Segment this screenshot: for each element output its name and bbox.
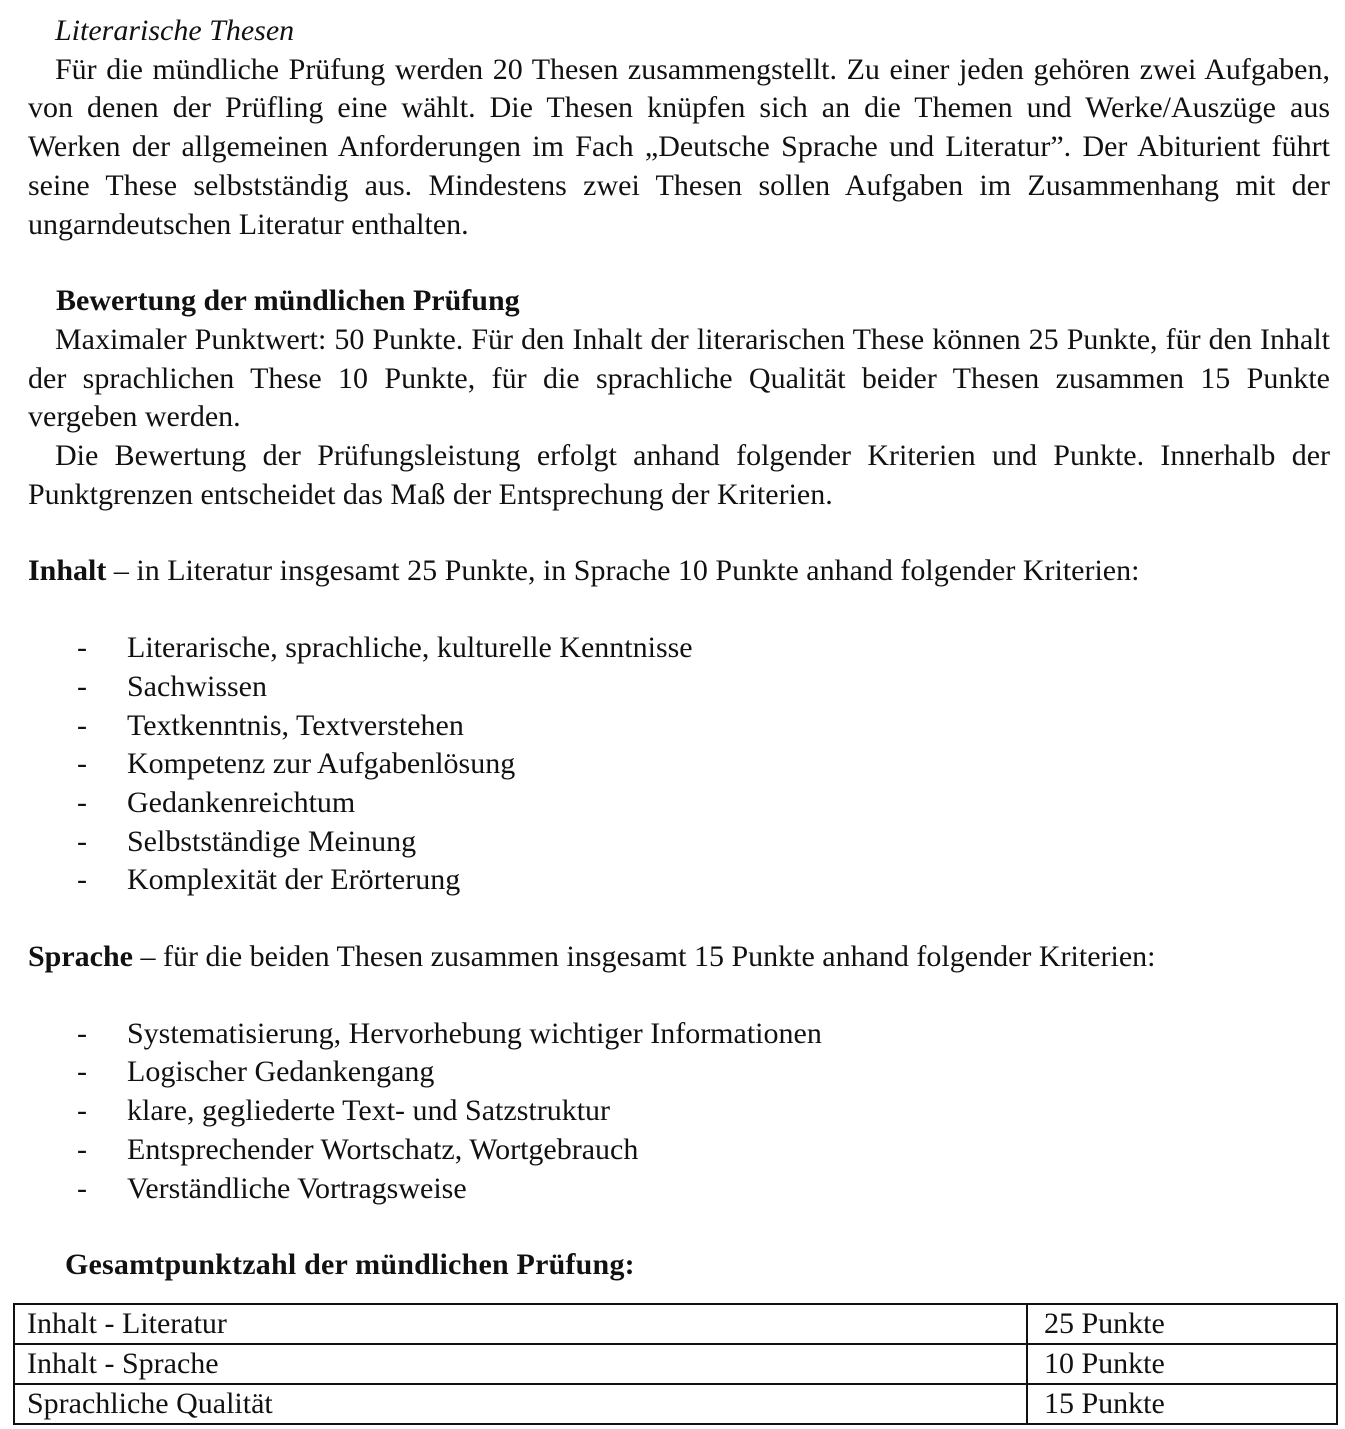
list-item-text: Kompetenz zur Aufgabenlösung: [127, 747, 516, 781]
table-row: [14, 1344, 1337, 1384]
list-item: [28, 629, 1330, 668]
list-item: [28, 1092, 1330, 1131]
list-item-text: Literarische, sprachliche, kulturelle Kenntnisse: [127, 631, 693, 665]
table-cell-points: 10 Punkte: [1027, 1344, 1337, 1384]
list-item: [28, 823, 1330, 862]
bullet-dash: -: [77, 631, 87, 665]
list-item-text: Komplexität der Erörterung: [127, 863, 461, 897]
table-cell-points: 15 Punkte: [1027, 1384, 1337, 1424]
spacer: [28, 514, 1330, 552]
spacer: [28, 1208, 1330, 1246]
document-page: [28, 12, 1330, 1285]
list-item: [28, 861, 1330, 900]
intro-paragraph: Für die mündliche Prüfung werden 20 Thesen zusammengstellt. Zu einer jeden gehören zwei Aufgaben, von denen der Prüfling eine wählt. Die Thesen knüpfen sich an die Themen und Werke/Auszüge aus Werken der allgemeinen Anforderungen im Fach „Deutsche Sprache und Literatur”. Der Abiturient führt seine These selbstständig aus. Mindestens zwei Thesen sollen Aufgaben im Zusammenhang mit der ungarndeutschen Literatur enthalten.: [28, 52, 1330, 241]
bullet-dash: -: [77, 785, 87, 819]
section-subheading: Literarische Thesen: [55, 14, 295, 47]
bullet-dash: -: [77, 824, 87, 858]
bullet-dash: -: [77, 863, 87, 897]
table-cell-label: Inhalt - Sprache: [14, 1344, 1027, 1384]
content-criteria-intro: [28, 552, 1330, 591]
evaluation-paragraph-1: Maximaler Punktwert: 50 Punkte. Für den Inhalt der literarischen These können 25 Punkte, für den Inhalt der sprachlichen These 10 Punkte, für die sprachliche Qualität beider Thesen zusammen 15 Punkte vergeben werden.: [28, 322, 1330, 434]
language-criteria-text: – für die beiden Thesen zusammen insgesamt 15 Punkte anhand folgender Kriterien:: [133, 940, 1156, 974]
list-item: [28, 1015, 1330, 1054]
list-item-text: Sachwissen: [127, 669, 267, 703]
list-item: [28, 1131, 1330, 1170]
list-item-text: Entsprechender Wortschatz, Wortgebrauch: [127, 1132, 639, 1166]
table-cell-points: 25 Punkte: [1027, 1304, 1337, 1344]
list-item-text: Logischer Gedankengang: [127, 1055, 435, 1089]
table-cell-label: Inhalt - Literatur: [14, 1304, 1027, 1344]
language-criteria-intro: [28, 938, 1330, 977]
list-item-text: Systematisierung, Hervorhebung wichtiger Informationen: [127, 1016, 822, 1050]
language-label: Sprache: [28, 940, 133, 974]
spacer: [28, 591, 1330, 629]
content-criteria-text: – in Literatur insgesamt 25 Punkte, in Sprache 10 Punkte anhand folgender Kriterien:: [106, 554, 1140, 588]
list-item-text: Selbstständige Meinung: [127, 824, 417, 858]
evaluation-paragraph-2: Die Bewertung der Prüfungsleistung erfolgt anhand folgender Kriterien und Punkte. Innerhalb der Punktgrenzen entscheidet das Maß der Entsprechung der Kriterien.: [28, 439, 1330, 511]
list-item: [28, 668, 1330, 707]
score-table: [13, 1303, 1338, 1425]
bullet-dash: -: [77, 747, 87, 781]
bullet-dash: -: [77, 1016, 87, 1050]
evaluation-heading: Bewertung der mündlichen Prüfung: [56, 284, 520, 318]
table-row: [14, 1384, 1337, 1424]
spacer: [28, 900, 1330, 938]
total-score-heading: Gesamtpunktzahl der mündlichen Prüfung:: [65, 1248, 635, 1282]
list-item: [28, 1170, 1330, 1209]
list-item-text: Gedankenreichtum: [127, 785, 356, 819]
bullet-dash: -: [77, 708, 87, 742]
language-criteria-list: [28, 1015, 1330, 1209]
bullet-dash: -: [77, 1094, 87, 1128]
list-item: [28, 745, 1330, 784]
bullet-dash: -: [77, 1132, 87, 1166]
bullet-dash: -: [77, 669, 87, 703]
list-item-text: Verständliche Vortragsweise: [127, 1171, 467, 1205]
content-criteria-list: [28, 629, 1330, 900]
list-item: [28, 707, 1330, 746]
list-item: [28, 784, 1330, 823]
list-item-text: Textkenntnis, Textverstehen: [127, 708, 464, 742]
content-label: Inhalt: [28, 554, 107, 588]
table-row: [14, 1304, 1337, 1344]
bullet-dash: -: [77, 1055, 87, 1089]
list-item-text: klare, gegliederte Text- und Satzstruktur: [127, 1094, 611, 1128]
spacer: [28, 244, 1330, 282]
bullet-dash: -: [77, 1171, 87, 1205]
list-item: [28, 1053, 1330, 1092]
table-cell-label: Sprachliche Qualität: [14, 1384, 1027, 1424]
spacer: [28, 977, 1330, 1015]
